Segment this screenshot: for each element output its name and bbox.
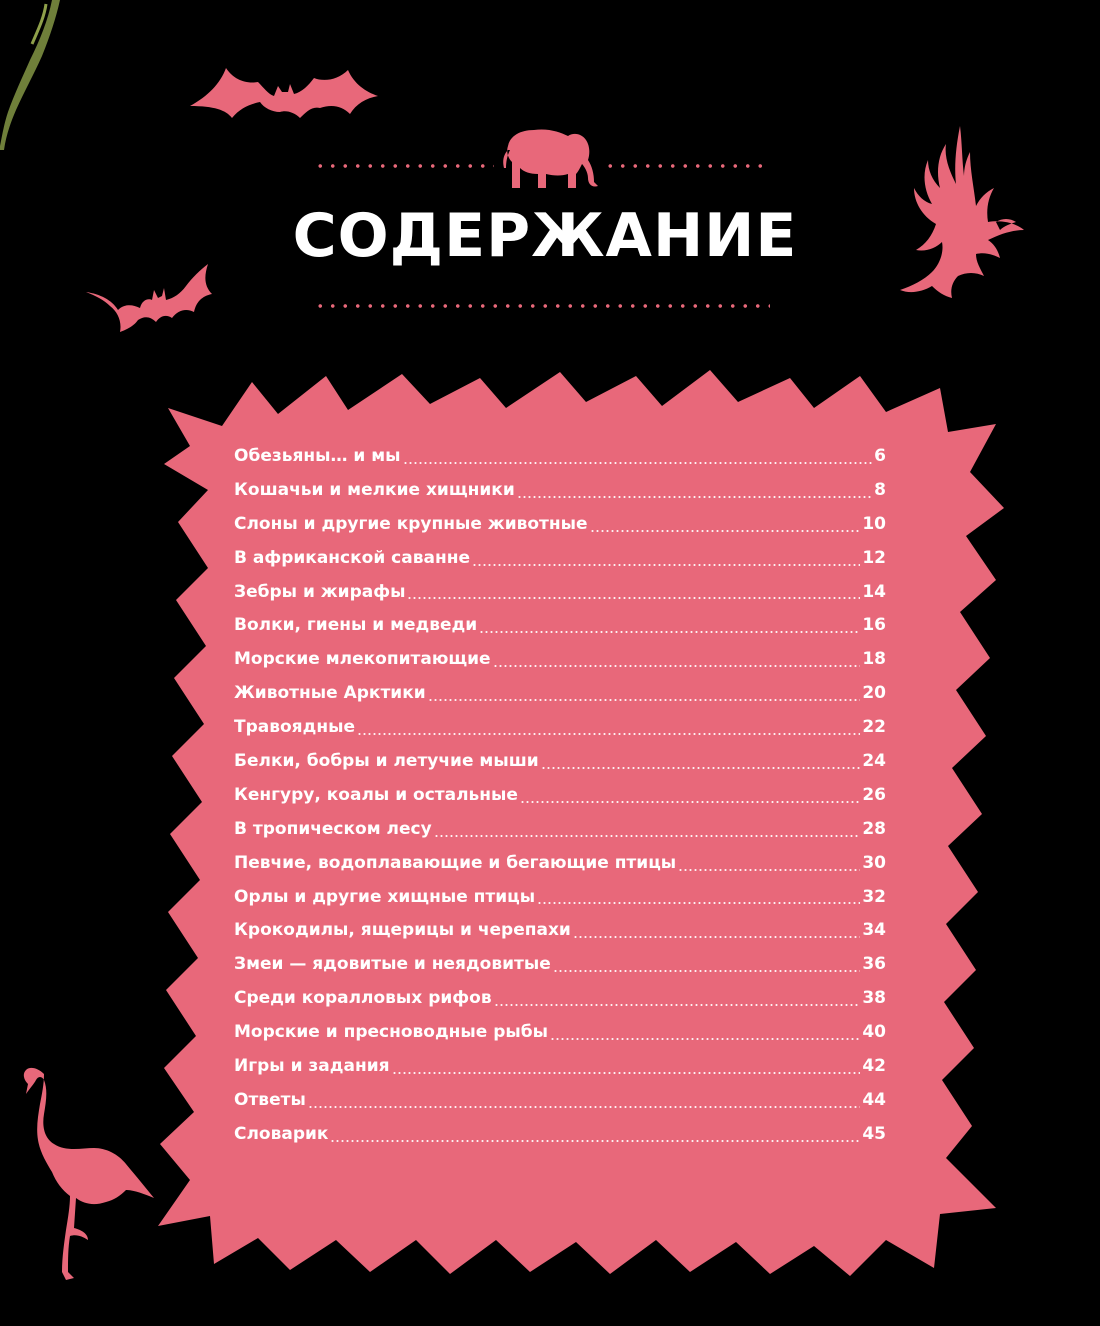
toc-entry[interactable] <box>234 677 886 711</box>
toc-dot-leader <box>472 564 860 566</box>
toc-dot-leader <box>494 1004 861 1006</box>
header-divider-left <box>314 164 494 168</box>
toc-dot-leader <box>541 767 861 769</box>
toc-dot-leader <box>678 869 860 871</box>
toc-entry[interactable] <box>234 745 886 779</box>
toc-entry-page-number: 6 <box>874 446 886 466</box>
elephant-icon <box>500 128 600 190</box>
toc-dot-leader <box>403 462 873 464</box>
toc-entry-page-number: 38 <box>862 988 886 1009</box>
toc-entry-title: Кошачьи и мелкие хищники <box>234 479 515 500</box>
toc-entry-page-number: 45 <box>862 1123 886 1144</box>
toc-entry-page-number: 18 <box>862 649 886 670</box>
toc-entry-page-number: 32 <box>862 886 886 907</box>
toc-entry[interactable] <box>234 847 886 881</box>
toc-entry-title: Травоядные <box>234 717 355 738</box>
toc-entry[interactable] <box>234 1050 886 1084</box>
toc-entry[interactable] <box>234 948 886 982</box>
toc-entry-title: Кенгуру, коалы и остальные <box>234 784 518 805</box>
toc-entry-title: Слоны и другие крупные животные <box>234 513 588 534</box>
toc-dot-leader <box>357 733 860 735</box>
toc-entry[interactable] <box>234 609 886 643</box>
toc-entry-title: Певчие, водоплавающие и бегающие птицы <box>234 852 677 873</box>
toc-entry[interactable] <box>234 474 886 508</box>
bat-icon <box>86 264 212 332</box>
header-divider-bottom <box>314 304 770 308</box>
toc-entry[interactable] <box>234 1016 886 1050</box>
page-title: СОДЕРЖАНИЕ <box>292 201 798 271</box>
toc-entry[interactable] <box>234 779 886 813</box>
eagle-icon <box>896 126 1026 302</box>
toc-entry-title: Морские и пресноводные рыбы <box>234 1022 549 1043</box>
toc-dot-leader <box>308 1106 861 1108</box>
toc-entry[interactable] <box>234 1118 886 1152</box>
toc-entry-title: Волки, гиены и медведи <box>234 615 478 636</box>
toc-dot-leader <box>590 530 861 532</box>
toc-entry-page-number: 22 <box>862 717 886 738</box>
toc-entry-page-number: 40 <box>862 1022 886 1043</box>
toc-dot-leader <box>520 801 860 803</box>
toc-entry-title: Зебры и жирафы <box>234 581 406 602</box>
toc-entry-title: Морские млекопитающие <box>234 649 491 670</box>
toc-entry[interactable] <box>234 982 886 1016</box>
toc-dot-leader <box>550 1038 860 1040</box>
toc-entry[interactable] <box>234 440 886 474</box>
bat-icon <box>190 62 378 122</box>
toc-dot-leader <box>517 496 872 498</box>
toc-entry[interactable] <box>234 881 886 915</box>
toc-dot-leader <box>553 970 861 972</box>
toc-entry-page-number: 8 <box>874 479 886 500</box>
toc-entry-page-number: 34 <box>862 920 886 941</box>
toc-entry[interactable] <box>234 813 886 847</box>
toc-entry-title: Обезьяны… и мы <box>234 446 401 466</box>
toc-entry-page-number: 28 <box>862 818 886 839</box>
toc-entry-title: В африканской саванне <box>234 547 470 568</box>
toc-dot-leader <box>493 665 861 667</box>
toc-entry-page-number: 30 <box>862 852 886 873</box>
toc-entry-title: Крокодилы, ящерицы и черепахи <box>234 920 571 941</box>
toc-entry-page-number: 24 <box>862 751 886 772</box>
toc-entry[interactable] <box>234 542 886 576</box>
toc-entry-page-number: 20 <box>862 683 886 704</box>
toc-dot-leader <box>428 699 861 701</box>
toc-entry-page-number: 16 <box>862 615 886 636</box>
toc-entry-page-number: 14 <box>862 581 886 602</box>
toc-entry[interactable] <box>234 508 886 542</box>
toc-entry-page-number: 26 <box>862 784 886 805</box>
toc-entry-page-number: 42 <box>862 1056 886 1077</box>
toc-entry-title: Словарик <box>234 1123 329 1144</box>
toc-entry[interactable] <box>234 643 886 677</box>
toc-entry[interactable] <box>234 914 886 948</box>
flamingo-icon <box>22 1058 154 1282</box>
toc-dot-leader <box>392 1072 861 1074</box>
toc-entry-title: Среди коралловых рифов <box>234 988 492 1009</box>
toc-entry-title: Белки, бобры и летучие мыши <box>234 751 539 772</box>
toc-dot-leader <box>407 597 860 599</box>
toc-entry-title: Орлы и другие хищные птицы <box>234 886 536 907</box>
table-of-contents <box>234 440 886 1152</box>
toc-entry-title: Животные Арктики <box>234 683 426 704</box>
toc-entry-page-number: 44 <box>862 1089 886 1110</box>
toc-entry-title: Игры и задания <box>234 1056 390 1077</box>
toc-entry-page-number: 10 <box>862 513 886 534</box>
toc-dot-leader <box>330 1140 860 1142</box>
toc-entry-page-number: 12 <box>862 547 886 568</box>
toc-entry-title: В тропическом лесу <box>234 818 432 839</box>
toc-entry[interactable] <box>234 1084 886 1118</box>
toc-dot-leader <box>537 902 860 904</box>
toc-dot-leader <box>479 631 860 633</box>
toc-entry-title: Ответы <box>234 1089 306 1110</box>
toc-entry[interactable] <box>234 576 886 610</box>
toc-entry[interactable] <box>234 711 886 745</box>
vine-icon <box>0 0 60 150</box>
header-divider-right <box>604 164 770 168</box>
toc-dot-leader <box>434 835 861 837</box>
toc-entry-page-number: 36 <box>862 954 886 975</box>
toc-dot-leader <box>573 936 860 938</box>
toc-entry-title: Змеи — ядовитые и неядовитые <box>234 954 551 975</box>
